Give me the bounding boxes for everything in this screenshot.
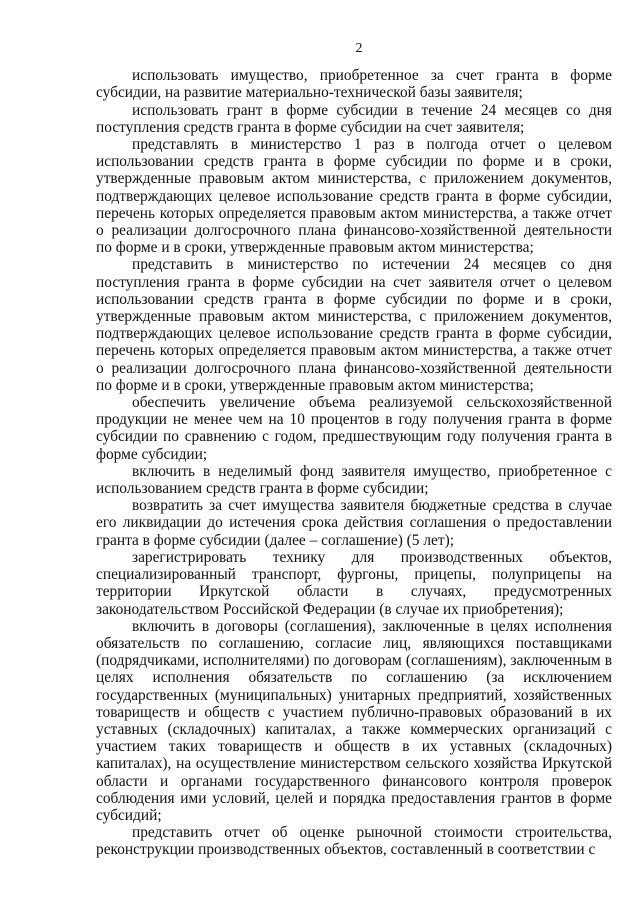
- paragraph-register-equipment: зарегистрировать технику для производственных объектов, специализированный транспорт, фургоны, прицепы, полуприцепы на территории Иркутской области в случаях, предусмотренных законодательством Российской Федерации (в случае их приобретения);: [96, 548, 612, 618]
- paragraph-return-funds: возвратить за счет имущества заявителя бюджетные средства в случае его ликвидации до истечения срока действия соглашения о предоставлении гранта в форме субсидии (далее – соглашение) (5 лет);: [96, 497, 612, 549]
- paragraph-increase-production: обеспечить увеличение объема реализуемой сельскохозяйственной продукции не менее чем на 10 процентов в году получения гранта в форме субсидии по сравнению с годом, предшествующим году получения гранта в форме субсидии;: [96, 394, 612, 463]
- paragraph-use-property: использовать имущество, приобретенное за счет гранта в форме субсидии, на развитие материально-технической базы заявителя;: [96, 67, 612, 102]
- page-number: 2: [355, 41, 363, 56]
- paragraph-contract-consent: включить в договоры (соглашения), заключенные в целях исполнения обязательств по соглашению, согласие лиц, являющихся поставщиками (подрядчиками, исполнителями) по договорам (соглашениям), заключенным в целях исполнения обязательств по соглашению (за исключением государственных (муниципальных) унитарных предприятий, хозяйственных товариществ и обществ с участием публично-правовых образований в их уставных (складочных) капиталах, а также коммерческих организаций с участием таких товариществ и обществ в их уставных (складочных) капиталах), на осуществление министерством сельского хозяйства Иркутской области и органами государственного финансового контроля проверок соблюдения ими условий, целей и порядка предоставления грантов в форме субсидий;: [96, 617, 612, 824]
- paragraph-use-grant-24-months: использовать грант в форме субсидии в течение 24 месяцев со дня поступления средств гранта в форме субсидии на счет заявителя;: [96, 101, 612, 136]
- paragraph-semiannual-report: представлять в министерство 1 раз в полгода отчет о целевом использовании средств гранта в форме субсидии по форме и в сроки, утвержденные правовым актом министерства, с приложением документов, подтверждающих целевое использование средств гранта в форме субсидии, перечень которых определяется правовым актом министерства, а также отчет о реализации долгосрочного плана финансово-хозяйственной деятельности по форме и в сроки, утвержденные правовым актом министерства;: [96, 136, 612, 257]
- paragraph-market-value-report: представить отчет об оценке рыночной стоимости строительства, реконструкции производственных объектов, составленный в соответствии с: [96, 824, 612, 859]
- paragraph-final-report: представить в министерство по истечении 24 месяцев со дня поступления гранта в форме субсидии на счет заявителя отчет о целевом использовании средств гранта в форме субсидии по форме и в сроки, утвержденные правовым актом министерства, с приложением документов, подтверждающих целевое использование средств гранта в форме субсидии, перечень которых определяется правовым актом министерства, а также отчет о реализации долгосрочного плана финансово-хозяйственной деятельности по форме и в сроки, утвержденные правовым актом министерства;: [96, 256, 612, 394]
- paragraph-indivisible-fund: включить в неделимый фонд заявителя имущество, приобретенное с использованием средств гранта в форме субсидии;: [96, 462, 612, 498]
